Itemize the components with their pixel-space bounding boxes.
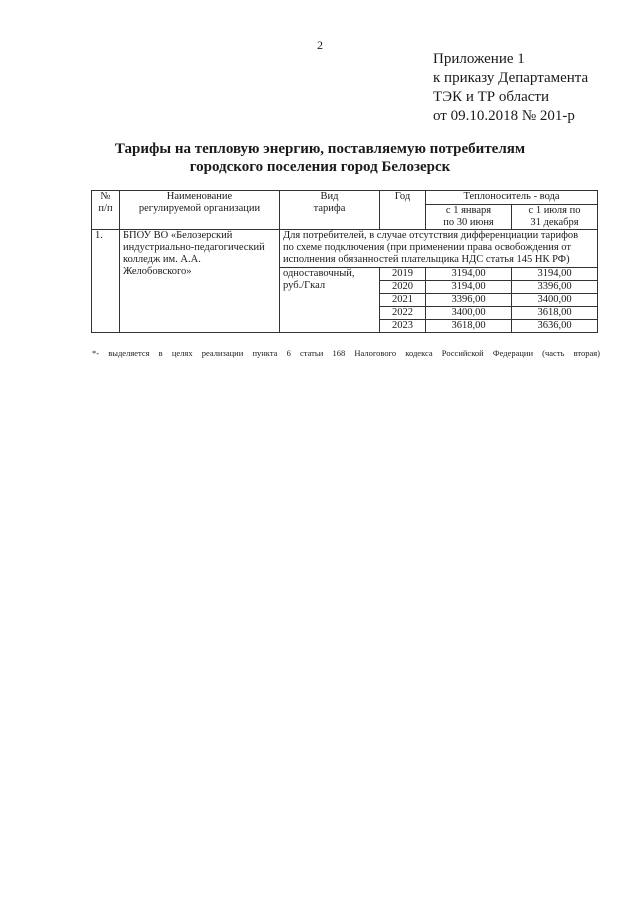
header-organization: Наименование регулируемой организации — [120, 191, 280, 230]
header-carrier: Теплоноситель - вода — [426, 191, 598, 205]
value-cell: 3400,00 — [426, 307, 512, 320]
value-cell: 3194,00 — [426, 281, 512, 294]
year-cell: 2022 — [380, 307, 426, 320]
table-header-row — [92, 191, 598, 205]
value-cell: 3636,00 — [512, 320, 598, 333]
year-cell: 2019 — [380, 268, 426, 281]
value-cell: 3400,00 — [512, 294, 598, 307]
footnote: *- выделяется в целях реализации пункта 6 статьи 168 Налогового кодекса Российской Федерации (часть вторая) — [92, 348, 600, 358]
value-cell: 3618,00 — [426, 320, 512, 333]
document-title — [0, 140, 640, 176]
row-tariff-type: одноставочный, руб./Гкал — [280, 268, 380, 333]
page-number: 2 — [317, 38, 323, 52]
value-cell: 3618,00 — [512, 307, 598, 320]
value-cell: 3396,00 — [512, 281, 598, 294]
value-cell: 3194,00 — [512, 268, 598, 281]
value-cell: 3194,00 — [426, 268, 512, 281]
row-organization: БПОУ ВО «Белозерский индустриально-педагогический колледж им. А.А. Желобовского» — [120, 230, 280, 333]
row-tariff-note: Для потребителей, в случае отсутствия дифференциации тарифов по схеме подключения (при применении права освобождения от исполнения обязанностей плательщика НДС статья 145 НК РФ) — [280, 230, 598, 268]
year-cell: 2021 — [380, 294, 426, 307]
value-cell: 3396,00 — [426, 294, 512, 307]
row-num: 1. — [92, 230, 120, 333]
year-cell: 2023 — [380, 320, 426, 333]
year-cell: 2020 — [380, 281, 426, 294]
appendix-line: ТЭК и ТР области — [433, 89, 549, 105]
appendix-line: к приказу Департамента — [433, 70, 589, 86]
title-line: Тарифы на тепловую энергию, поставляемую потребителям — [114, 141, 526, 157]
tariff-table — [91, 190, 598, 333]
header-year: Год — [380, 191, 426, 230]
table-row — [92, 230, 598, 268]
header-tariff-type: Вид тарифа — [280, 191, 380, 230]
appendix-line: от 09.10.2018 № 201-р — [433, 108, 575, 124]
appendix-line: Приложение 1 — [433, 51, 525, 67]
title-line: городского поселения город Белозерск — [189, 159, 451, 175]
header-period-second-half: с 1 июля по 31 декабря — [512, 205, 598, 230]
header-num: № п/п — [92, 191, 120, 230]
header-period-first-half: с 1 января по 30 июня — [426, 205, 512, 230]
appendix-header — [433, 50, 588, 126]
